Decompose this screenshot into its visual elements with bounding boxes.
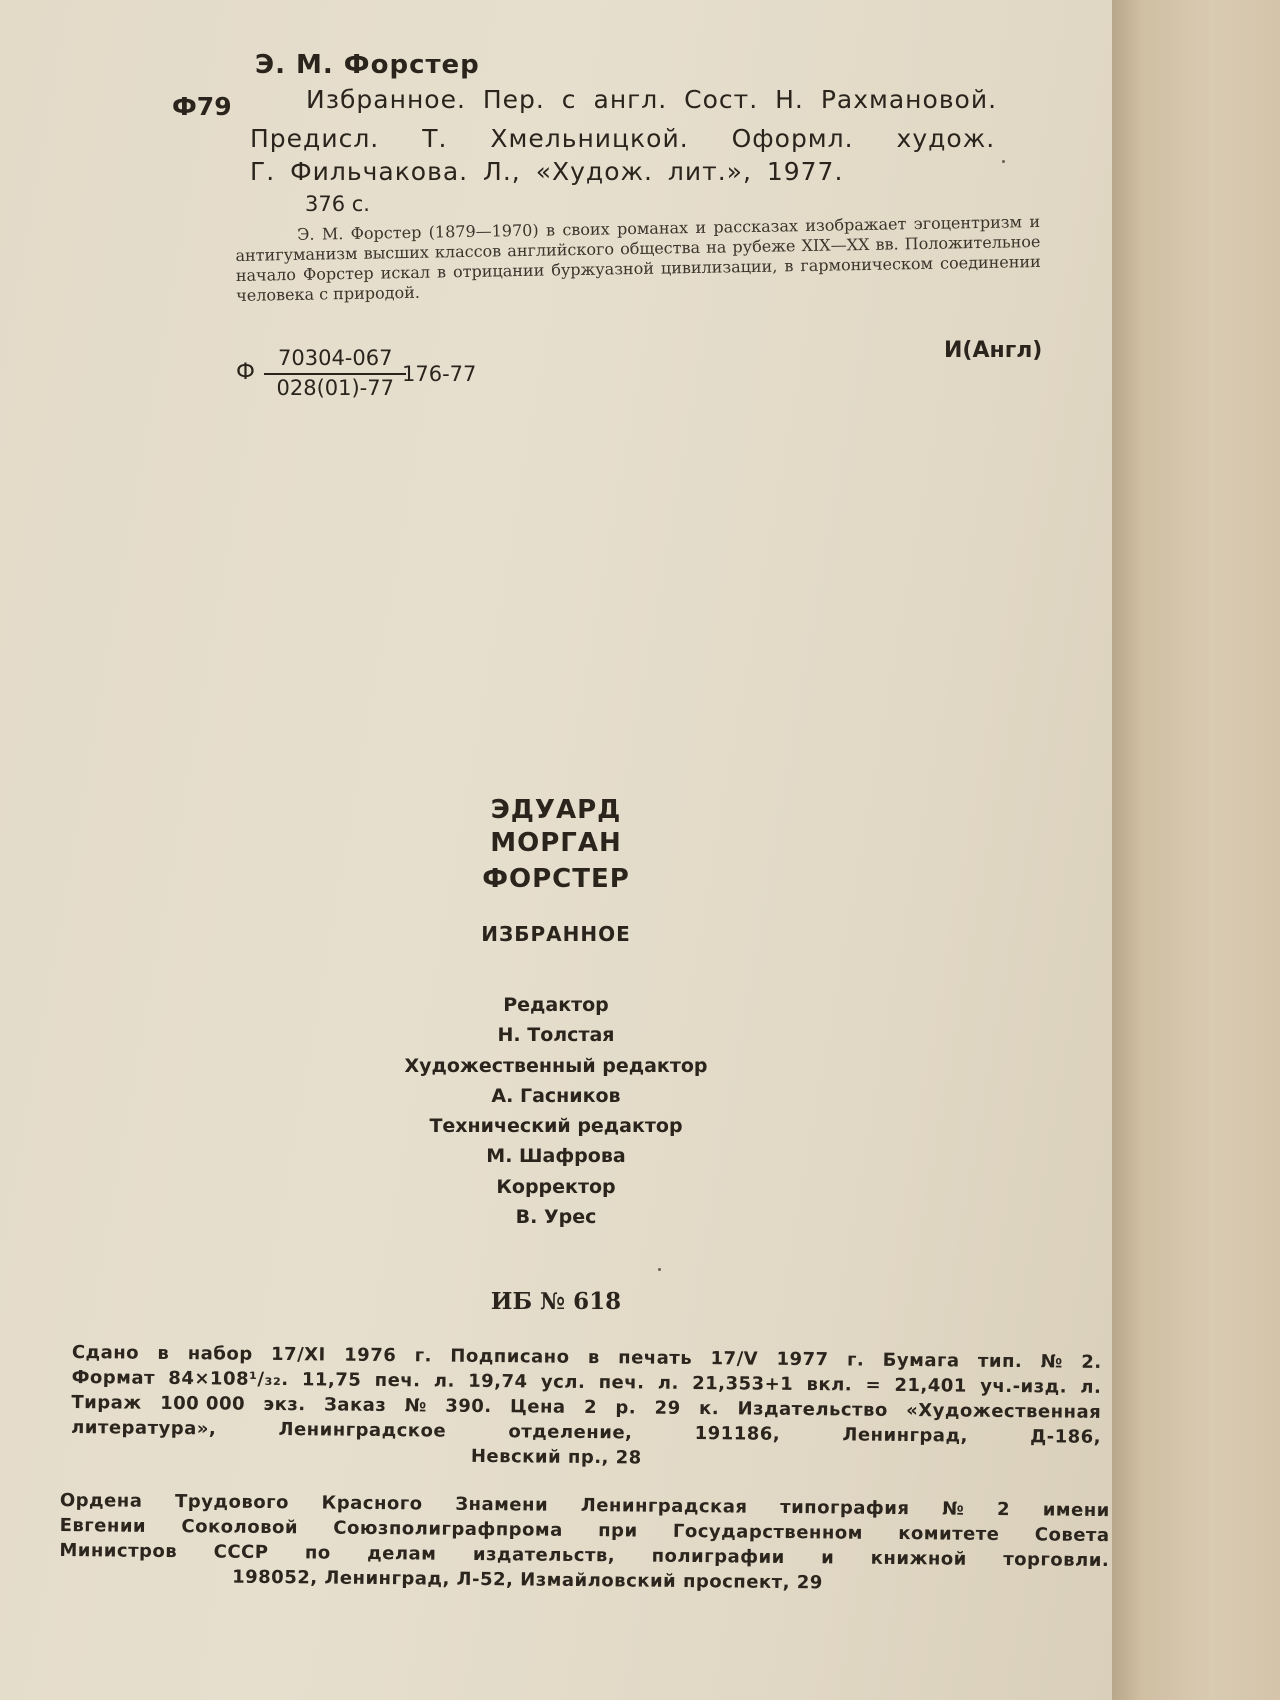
credit-role: Корректор [496, 1175, 616, 1198]
imprint-word: комитете [898, 1523, 1000, 1546]
imprint-word: 2 [583, 1396, 598, 1419]
imprint-word: делам [367, 1542, 437, 1565]
imprint-word: 21,401 [894, 1374, 967, 1397]
credit-role: Технический редактор [429, 1115, 683, 1138]
imprint-word: 1977 [776, 1348, 829, 1371]
credit-name: М. Шафрова [486, 1145, 626, 1168]
imprint-word: № [1040, 1351, 1063, 1373]
paper-speck [1002, 160, 1005, 163]
imprint-word: Заказ [323, 1394, 387, 1417]
imprint-word: в [157, 1342, 170, 1364]
imprint-word: тип. [977, 1350, 1023, 1373]
imprint-word: Знамени [455, 1493, 549, 1516]
imprint-word: 11,75 [301, 1369, 362, 1391]
imprint-word: Совета [1034, 1524, 1110, 1547]
card-biblio-line-3: Г. Фильчакова. Л., «Худож. лит.», 1977. [250, 157, 844, 186]
fraction-tail: 176-77 [402, 362, 477, 386]
page-edge-background [1112, 0, 1280, 1700]
card-f-letter: Ф [236, 360, 255, 385]
imprint-word: Бумага [882, 1349, 960, 1372]
imprint-word: л. [657, 1372, 679, 1394]
imprint-word: печ. [598, 1372, 645, 1394]
author-middle-name: МОРГАН [490, 828, 622, 858]
imprint-block [71, 1340, 1102, 1475]
card-class-index: И(Англ) [944, 338, 1043, 363]
imprint-word: 2 [996, 1498, 1011, 1521]
imprint-word: 19,74 [468, 1370, 528, 1393]
card-page-count: 376 с. [305, 192, 370, 216]
imprint-word: и [821, 1547, 835, 1569]
imprint-word: Подписано [450, 1345, 570, 1368]
imprint-word: Государственном [672, 1520, 864, 1544]
imprint-word: р. [615, 1397, 637, 1419]
card-abstract-text: Э. М. Форстер (1879—1970) в своих романах и рассказах изображает эгоцентризм и антигуманизм высших классов английского общества на рубеже XIX—XX вв. Положительное начало Форстер искал в отрицании буржуазной цивилизации, в гармоническом соединении человека с природой. [235, 211, 1041, 305]
imprint-word: г. [414, 1345, 433, 1367]
credit-name: В. Урес [515, 1206, 597, 1229]
imprint-word: 390. [445, 1395, 492, 1418]
imprint-word: в [587, 1346, 600, 1369]
fraction-denominator: 028(01)-77 [276, 376, 394, 400]
author-last-name: ФОРСТЕР [482, 864, 630, 894]
fraction-numerator: 70304-067 [264, 346, 406, 375]
imprint-word: 100 000 [160, 1392, 246, 1415]
imprint-word: торговли. [1003, 1549, 1110, 1572]
credit-role: Художественный редактор [404, 1054, 708, 1077]
imprint-word: Красного [321, 1492, 423, 1515]
imprint-word: Министров [59, 1539, 178, 1563]
imprint-word: Ленинградская [580, 1495, 748, 1518]
book-title: ИЗБРАННОЕ [481, 922, 631, 946]
imprint-word: набор [187, 1343, 253, 1365]
card-class-code: Ф79 [172, 92, 232, 121]
imprint-word: по [304, 1542, 331, 1564]
imprint-word: усл. [540, 1371, 586, 1393]
imprint-word: типография [780, 1496, 910, 1520]
imprint-word: 1976 [344, 1344, 397, 1367]
imprint-word: Цена [510, 1396, 566, 1418]
imprint-word: печать [618, 1347, 693, 1369]
imprint-word: Союзполиграфпрома [333, 1517, 563, 1541]
imprint-word: Тираж [71, 1391, 142, 1414]
imprint-word: к. [698, 1398, 720, 1420]
printer-address: 198052, Ленинград, Л-52, Измайловский проспект, 29 [232, 1566, 823, 1594]
imprint-word: Трудового [174, 1491, 290, 1514]
card-biblio-line-2: Предисл. Т. Хмельницкой. Оформл. худож. [250, 124, 996, 153]
imprint-word: Д-186, [1030, 1426, 1102, 1448]
card-author: Э. М. Форстер [255, 50, 480, 80]
imprint-word: 17/V [710, 1348, 759, 1370]
credit-role: Редактор [503, 994, 609, 1016]
imprint-word: при [598, 1520, 638, 1542]
imprint-word: г. [846, 1349, 865, 1371]
credit-name: А. Гасников [491, 1084, 621, 1107]
card-biblio-line-1: Избранное. Пер. с англ. Сост. Н. Рахмановой. [306, 85, 998, 114]
imprint-word: Евгении [59, 1514, 147, 1537]
imprint-word: л. [433, 1370, 455, 1392]
imprint-word: «Художественная [906, 1400, 1102, 1423]
imprint-word: СССР [213, 1541, 269, 1564]
imprint-word: Ленинградское [278, 1418, 447, 1442]
card-abstract [235, 212, 1041, 306]
imprint-word: вкл. [806, 1374, 853, 1396]
imprint-word: 29 [654, 1397, 681, 1419]
imprint-word: № [404, 1395, 427, 1417]
imprint-word: Соколовой [181, 1516, 299, 1539]
imprint-word: Сдано [71, 1341, 140, 1364]
imprint-word: литература», [71, 1416, 217, 1440]
imprint-word: имени [1042, 1499, 1110, 1522]
imprint-word: Издательство [737, 1398, 888, 1421]
imprint-word: книжной [870, 1547, 967, 1570]
credit-name: Н. Толстая [497, 1024, 615, 1047]
imprint-word: 2. [1081, 1351, 1102, 1373]
author-first-name: ЭДУАРД [490, 795, 622, 825]
imprint-word: уч.-изд. [980, 1375, 1068, 1398]
imprint-word: = [865, 1374, 882, 1396]
imprint-word: Формат [71, 1366, 156, 1389]
imprint-word: Ордена [59, 1489, 143, 1512]
imprint-address: Невский пр., 28 [470, 1445, 642, 1469]
imprint-word: № [942, 1498, 965, 1520]
imprint-word: отделение, [508, 1421, 633, 1444]
credits-list [0, 990, 1112, 1232]
imprint-word: экз. [263, 1393, 306, 1416]
imprint-word: печ. [374, 1369, 421, 1392]
imprint-word: Ленинград, [842, 1424, 968, 1447]
paper-speck [658, 1268, 661, 1271]
imprint-word: полиграфии [651, 1545, 785, 1568]
printer-block [59, 1488, 1110, 1598]
imprint-word: 21,353+1 [692, 1372, 794, 1395]
imprint-word: 17/XI [270, 1343, 326, 1366]
ib-number: ИБ № 618 [490, 1288, 622, 1315]
imprint-word: 84×108¹/₃₂. [168, 1367, 289, 1391]
imprint-word: издательств, [472, 1543, 616, 1567]
imprint-word: л. [1080, 1376, 1102, 1398]
card-fraction [264, 346, 406, 400]
imprint-word: 191186, [694, 1422, 781, 1445]
